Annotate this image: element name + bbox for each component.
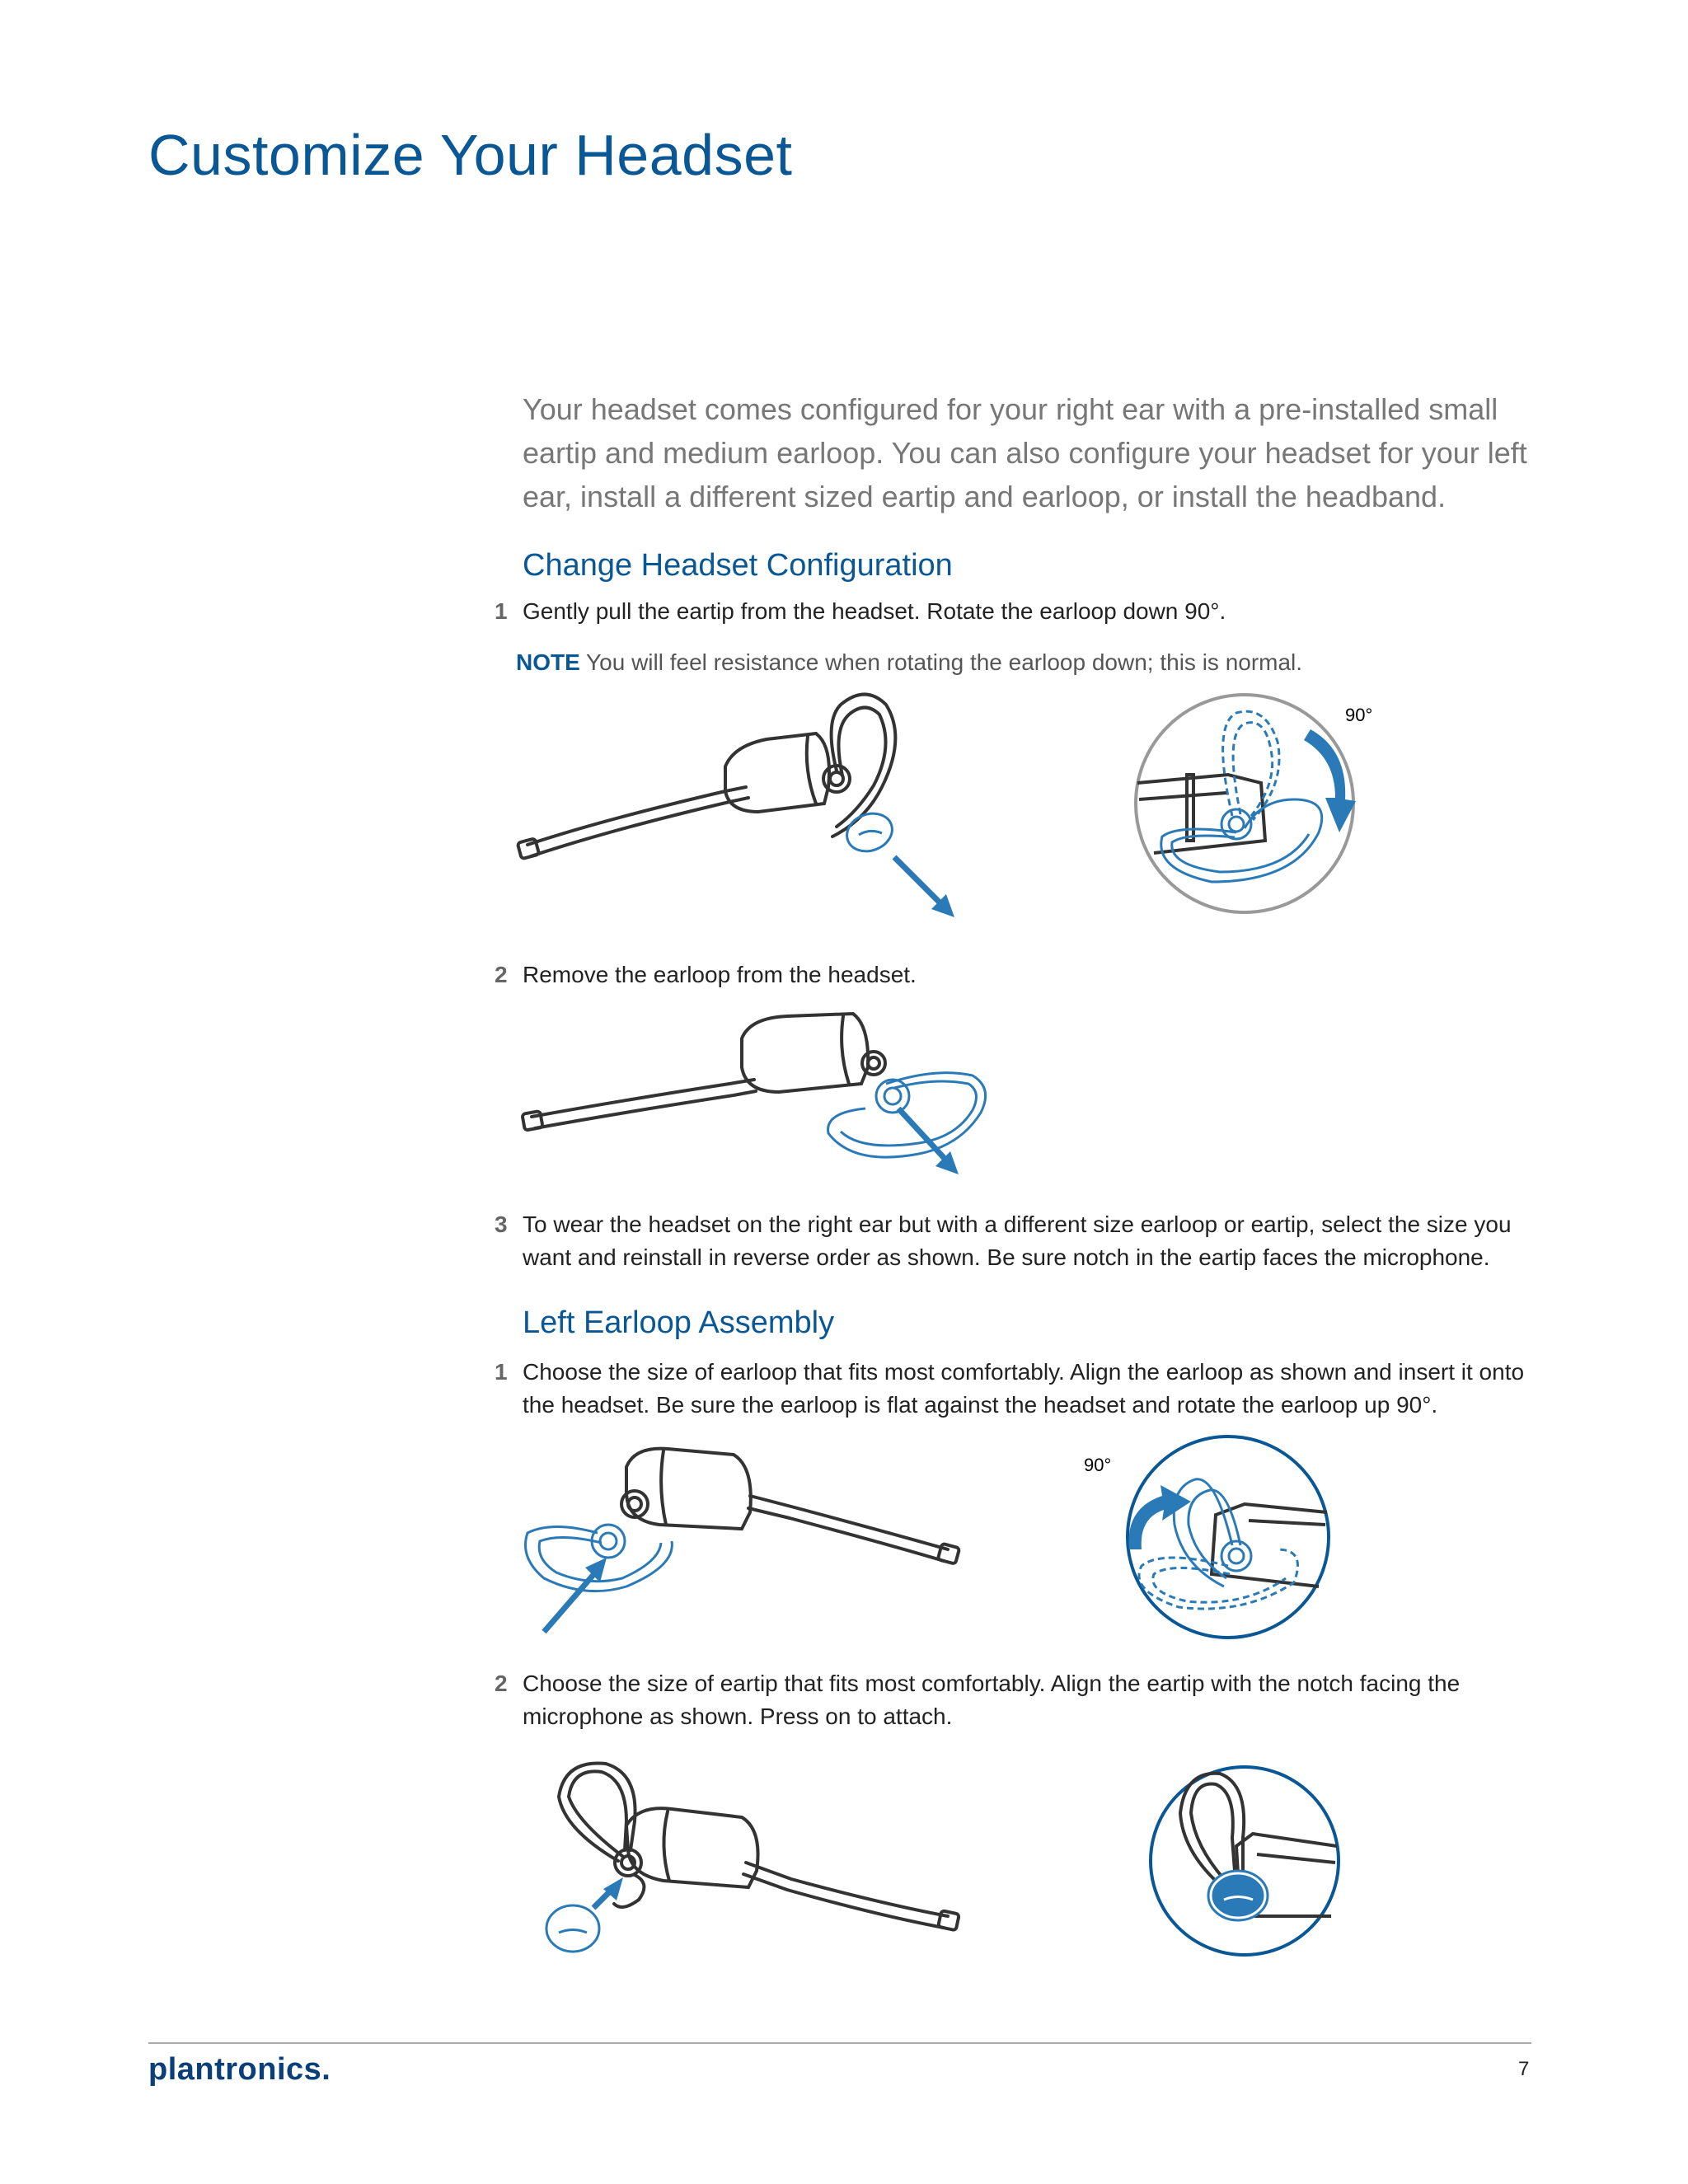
figure-remove-eartip: [519, 688, 981, 927]
step-text: Choose the size of eartip that fits most comfortably. Align the eartip with the notch facing the microphone as shown. Press on to attach.: [523, 1671, 1461, 1729]
step-text: Remove the earloop from the headset.: [523, 962, 917, 987]
angle-label: 90°: [1345, 705, 1373, 725]
figure-insert-earloop: [519, 1442, 981, 1648]
step-text: Gently pull the eartip from the headset. Rotate the earloop down 90°.: [523, 598, 1226, 624]
figure-remove-earloop: [523, 1010, 1001, 1199]
section-heading-change-configuration: Change Headset Configuration: [523, 548, 953, 583]
figure-attach-eartip: [536, 1764, 981, 1978]
step-number: 2: [495, 1671, 508, 1696]
footer-divider: [148, 2042, 1531, 2044]
plantronics-logo: plantronics.: [148, 2052, 331, 2087]
step-number: 3: [495, 1212, 508, 1237]
figure-eartip-attached: [1146, 1764, 1352, 1961]
section-heading-left-earloop: Left Earloop Assembly: [523, 1305, 835, 1340]
step-text: To wear the headset on the right ear but with a different size earloop or eartip, select the size you want and reinstall in reverse order as shown. Be sure notch in the eartip faces the microphone.: [523, 1212, 1512, 1270]
angle-label: 90°: [1084, 1455, 1112, 1475]
step-number: 1: [495, 1359, 508, 1385]
intro-paragraph: Your headset comes configured for your right ear with a pre-installed small eartip and medium earloop. You can also configure your headset for your left ear, install a different sized eartip and earloop, or install the headband.: [523, 392, 1527, 513]
note-text: You will feel resistance when rotating the earloop down; this is normal.: [579, 649, 1303, 675]
figure-rotate-earloop-down: [1129, 692, 1393, 923]
page-title: Customize Your Headset: [148, 123, 793, 187]
step-number: 1: [495, 598, 508, 624]
page-number: 7: [1518, 2058, 1530, 2080]
note-label: NOTE: [516, 649, 580, 675]
step-number: 2: [495, 962, 508, 987]
note: [516, 649, 1302, 676]
step-text: Choose the size of earloop that fits most comfortably. Align the earloop as shown and insert it onto the headset. Be sure the earloop is flat against the headset and rotate the earloop up 90°.: [523, 1359, 1525, 1418]
figure-rotate-earloop-up: [1080, 1442, 1343, 1640]
